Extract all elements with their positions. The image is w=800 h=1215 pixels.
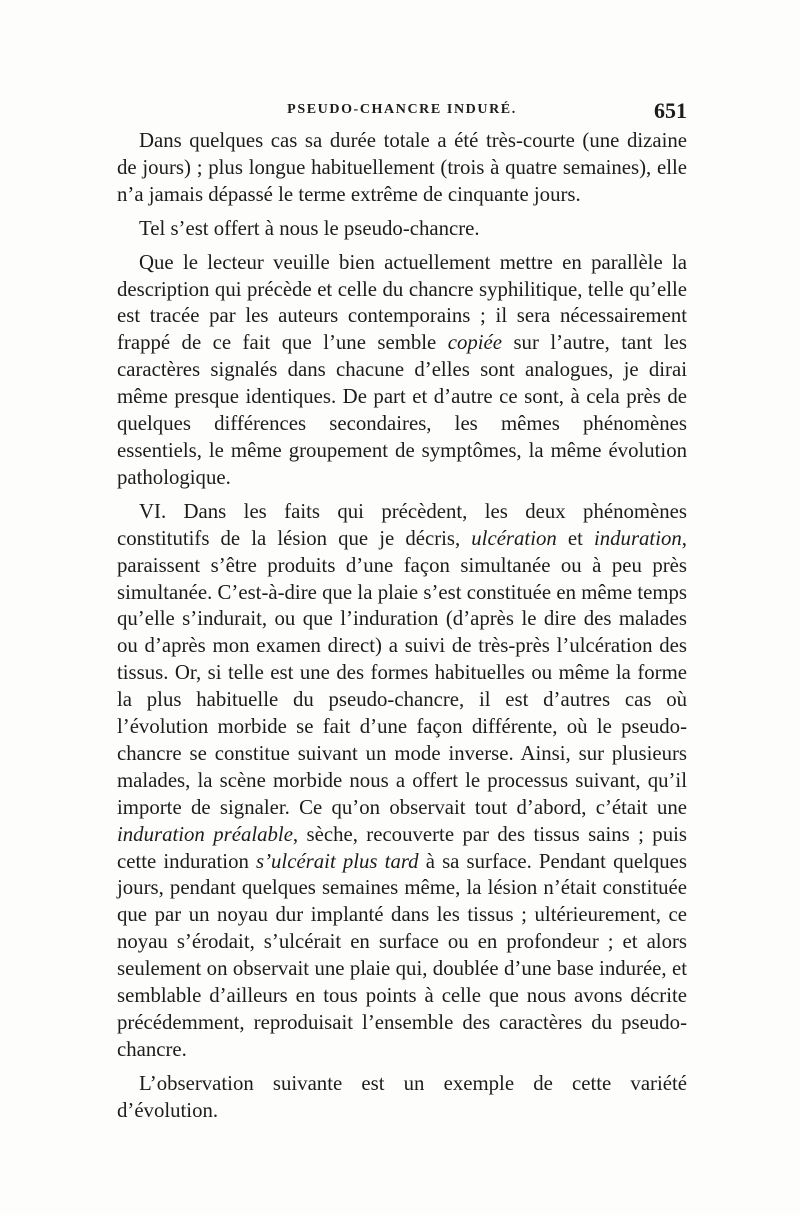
- paragraph-text: , paraissent s’être produits d’une façon simultanée ou à peu près simultanée. C’est-à-dire que la plaie s’est constituée en même temps qu’elle s’indurait, ou que l’induration (d’après le dire des malades ou d’après mon examen direct) a suivi de très-près l’ulcération des tissus. Or, si telle est une des formes habituelles ou même la forme la plus habituelle du pseudo-chancre, il est d’autres cas où l’évolution morbide se fait d’une façon différente, où le pseudo-chancre se constitue suivant un mode inverse. Ainsi, sur plusieurs malades, la scène morbide nous a offert le processus suivant, qu’il importe de signaler. Ce qu’on observait tout d’abord, c’était une: [117, 526, 687, 819]
- running-title: PSEUDO-CHANCRE INDURÉ.: [287, 102, 517, 117]
- paragraph-summary: [117, 216, 687, 243]
- paragraph-text: et: [556, 526, 594, 550]
- paragraph-text: sur l’autre, tant les caractères signalés dans chacune d’elles sont analogues, je dirai même presque identiques. De part et d’autre ce sont, à cela près de quelques différences secondaires, les mêmes phénomènes essentiels, le même groupement de symptômes, la même évolution pathologique.: [117, 331, 687, 489]
- paragraph-text: VI. Dans les faits qui précèdent, les deux phénomènes constitutifs de la lésion que je décris,: [117, 499, 687, 550]
- paragraph-duration: [117, 128, 687, 209]
- paragraph-text: L’observation suivante est un exemple de cette variété d’évolution.: [117, 1071, 687, 1122]
- paragraph-text: Tel s’est offert à nous le pseudo-chancre.: [139, 216, 480, 240]
- body-text: [117, 128, 687, 1132]
- paragraph-text: à sa surface. Pendant quelques jours, pendant quelques semaines même, la lésion n’était constituée que par un noyau dur implanté dans les tissus ; ultérieurement, ce noyau s’érodait, s’ulcérait en surface ou en profondeur ; et alors seulement on observait une plaie qui, doublée d’une base indurée, et semblable d’ailleurs en tous points à celle que nous avons décrite précédemment, reproduisait l’ensemble des caractères du pseudo-chancre.: [117, 849, 687, 1061]
- paragraph-observation: [117, 1071, 687, 1125]
- paragraph-section-vi: [117, 499, 687, 1064]
- italic-term: s’ulcérait plus tard: [256, 849, 419, 873]
- italic-term: copiée: [447, 331, 503, 355]
- paragraph-text: , sèche, recouverte par des tissus sains ; puis cette induration: [117, 822, 687, 873]
- page-number: 651: [654, 98, 687, 123]
- paragraph-comparison: [117, 250, 687, 492]
- italic-term: induration préalable: [117, 822, 293, 846]
- paragraph-text: Que le lecteur veuille bien actuellement mettre en parallèle la description qui précède et celle du chancre syphilitique, telle qu’elle est tracée par les auteurs contemporains ; il sera nécessairement frappé de ce fait que l’une semble: [117, 250, 687, 355]
- italic-term: ulcération: [471, 526, 557, 550]
- paragraph-text: Dans quelques cas sa durée totale a été très-courte (une dizaine de jours) ; plus longue habituellement (trois à quatre semaines), elle n’a jamais dépassé le terme extrême de cinquante jours.: [117, 129, 687, 206]
- running-head: [117, 98, 687, 124]
- italic-term: induration: [593, 526, 682, 550]
